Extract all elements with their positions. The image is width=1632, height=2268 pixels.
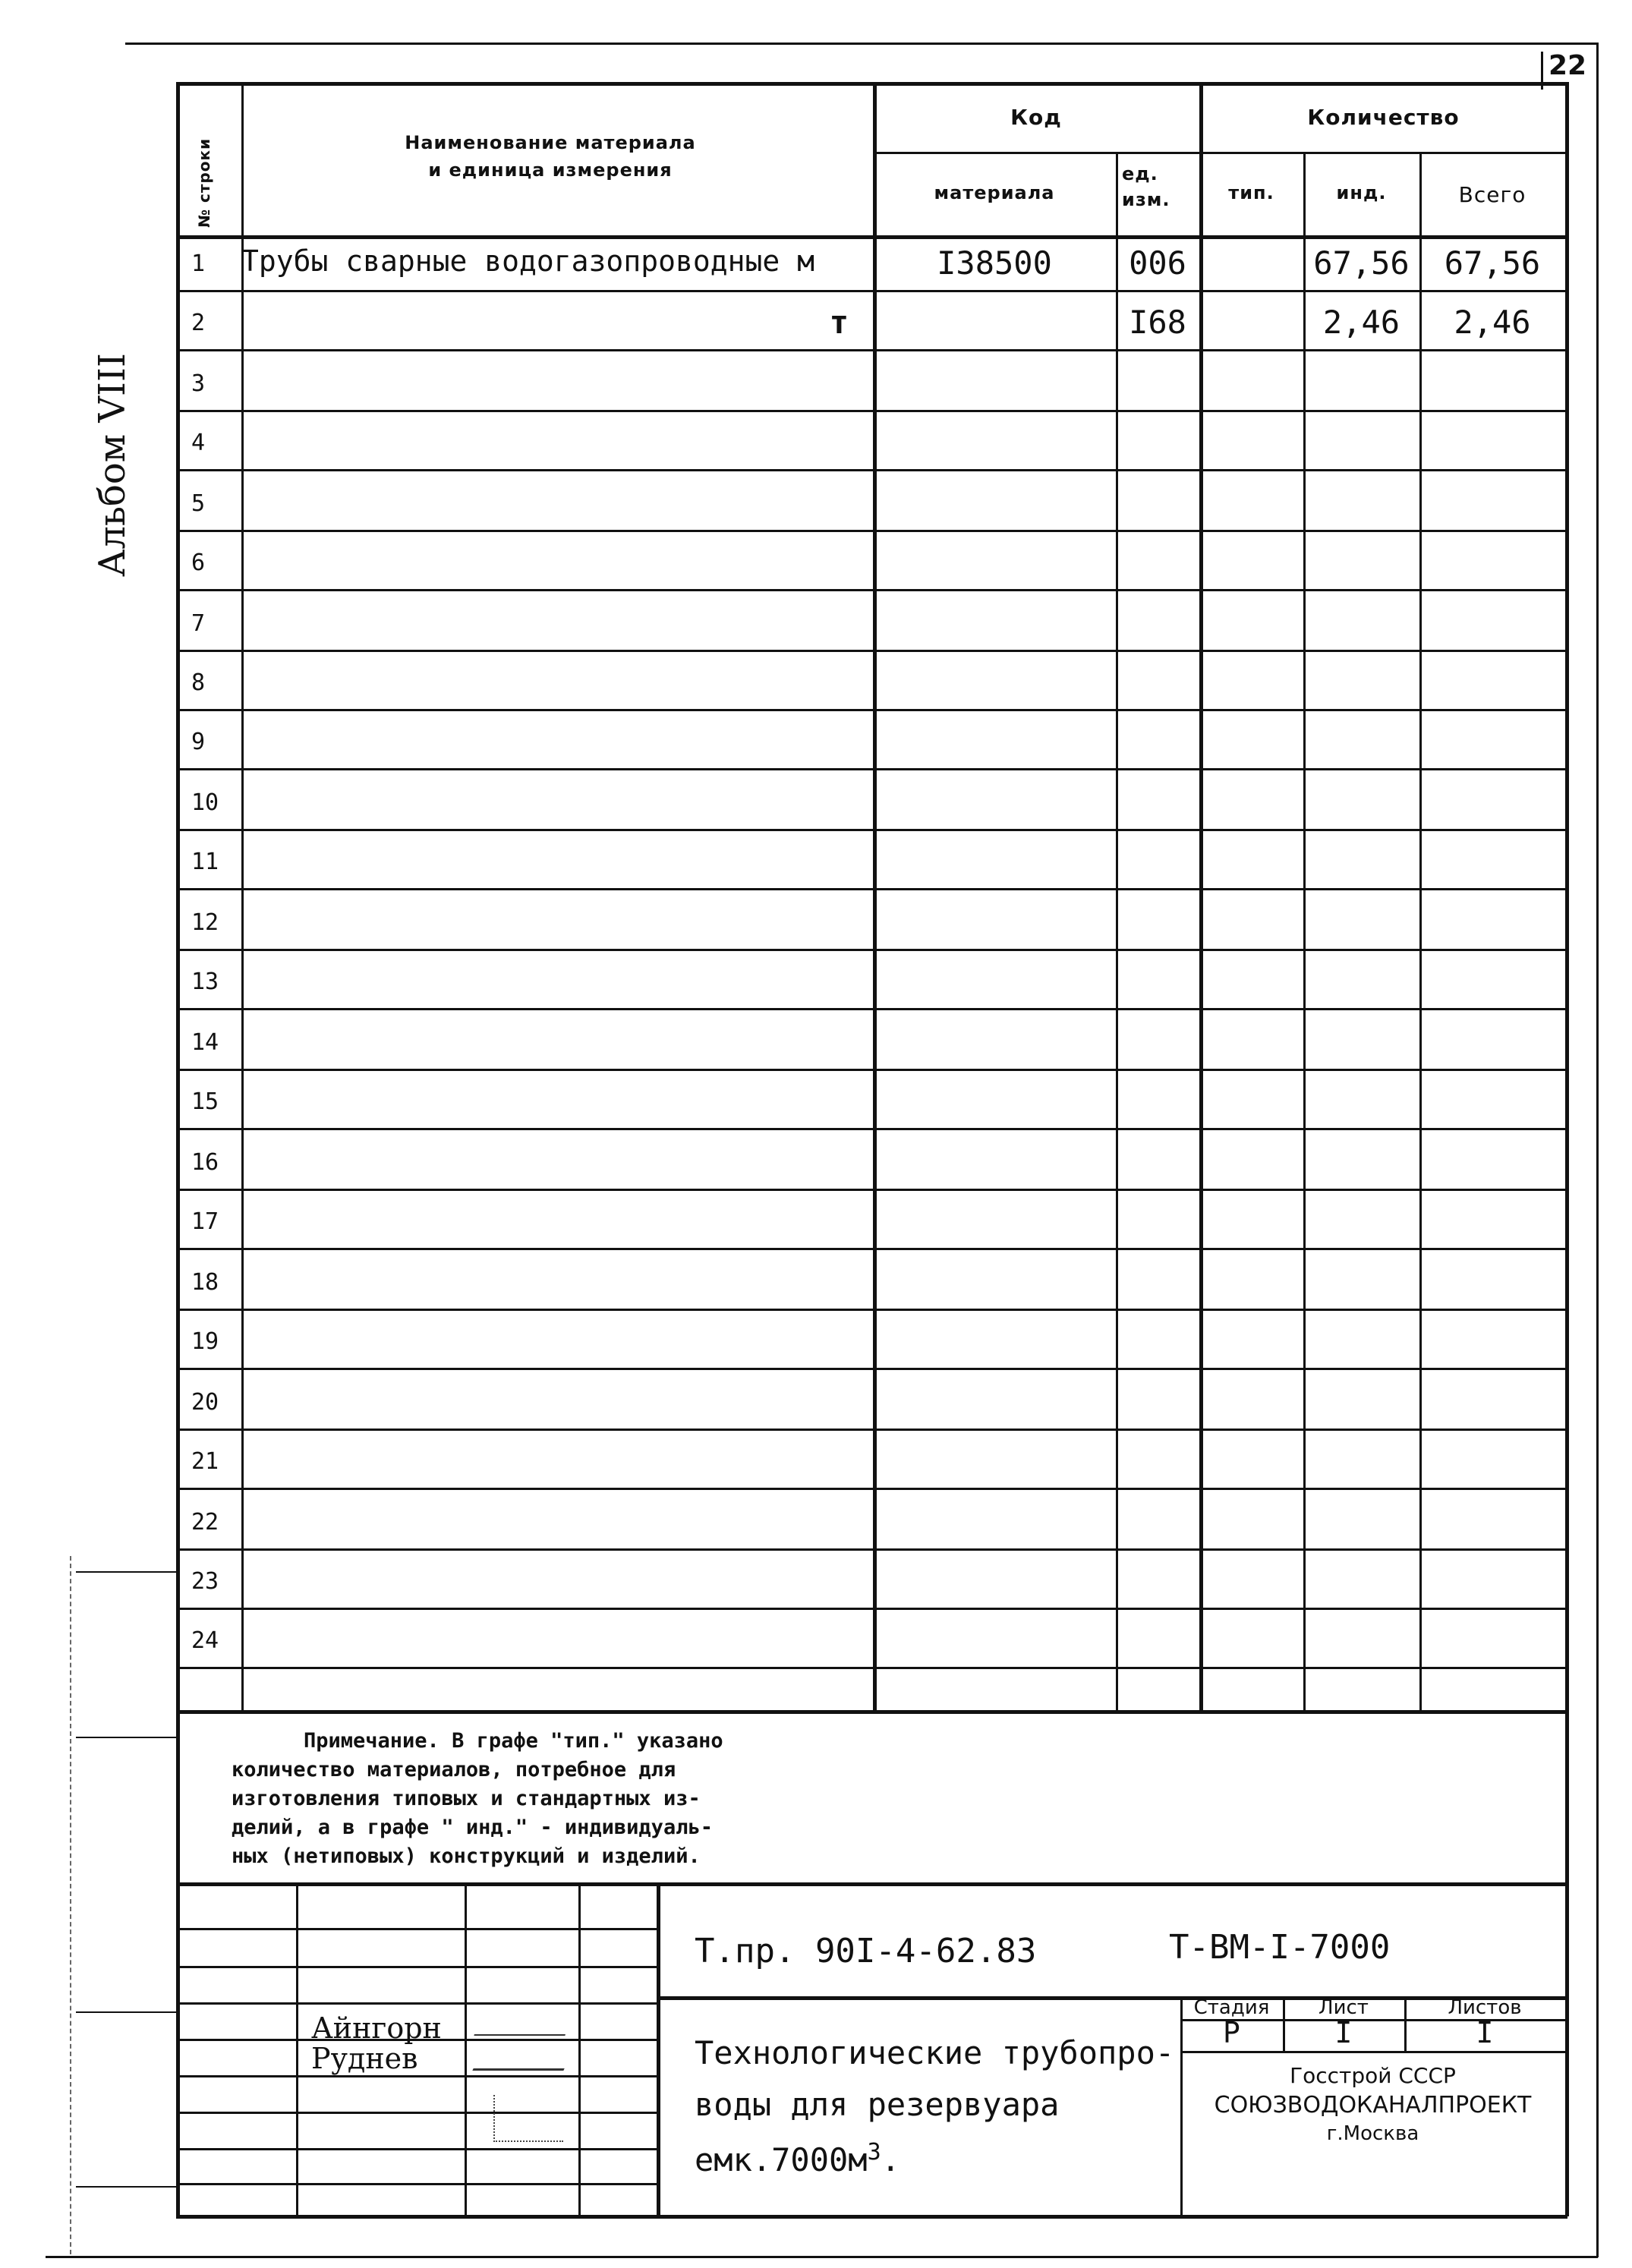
- stamp-stage-value-line: [1180, 2051, 1567, 2053]
- stamp-org-2: СОЮЗВОДОКАНАЛПРОЕКТ: [1214, 2092, 1532, 2118]
- row-number: 20: [191, 1389, 219, 1416]
- binding-margin-line: [70, 1556, 71, 2254]
- table-top-border: [176, 82, 1567, 86]
- stamp-stage-value: Р: [1223, 2016, 1240, 2049]
- row-number: 17: [191, 1208, 219, 1235]
- stamp-grid-row: [176, 2002, 657, 2005]
- header-code-unit: ед. изм.: [1122, 163, 1170, 210]
- row-1-qty-total: 67,56: [1444, 244, 1541, 282]
- row-number: 10: [191, 789, 219, 816]
- row-line: [176, 1069, 1567, 1071]
- row-2-qty-total: 2,46: [1454, 304, 1531, 341]
- row-line: [176, 768, 1567, 770]
- row-number: 22: [191, 1509, 219, 1536]
- col-divider-name: [873, 82, 877, 1710]
- row-number: 21: [191, 1448, 219, 1475]
- row-line: [176, 1008, 1567, 1010]
- row-line: [176, 1189, 1567, 1191]
- frame-top-line: [125, 43, 1598, 45]
- signature-3: [493, 2095, 563, 2142]
- stamp-title-line-2: воды для резервуара: [695, 2086, 1060, 2123]
- stamp-grid-row: [176, 2112, 657, 2114]
- stamp-sheet-value: I: [1334, 2016, 1353, 2049]
- row-line: [176, 1368, 1567, 1370]
- row-number: 23: [191, 1568, 219, 1595]
- stamp-right-border: [1565, 1882, 1569, 2216]
- stamp-sheet-label: Лист: [1319, 1996, 1369, 2019]
- row-line: [176, 530, 1567, 532]
- binding-mark: [76, 2011, 176, 2013]
- header-bottom-line: [176, 235, 1567, 239]
- row-number: 13: [191, 969, 219, 995]
- note-line: делий, а в графе " инд." - индивидуаль-: [232, 1816, 713, 1839]
- header-qty-total: Всего: [1458, 182, 1526, 207]
- row-line: [176, 1667, 1567, 1669]
- row-number: 24: [191, 1627, 219, 1654]
- stamp-title-text-3: емк.7000м: [695, 2141, 868, 2178]
- col-divider-ind: [1419, 152, 1422, 1710]
- row-line: [176, 349, 1567, 351]
- note-line: изготовления типовых и стандартных из-: [232, 1787, 701, 1810]
- header-mid-line: [873, 152, 1567, 154]
- stamp-document-code: Т-ВМ-I-7000: [1169, 1928, 1391, 1967]
- row-line: [176, 1548, 1567, 1551]
- row-line: [176, 589, 1567, 591]
- binding-mark: [76, 2186, 176, 2188]
- table-left-border: [176, 82, 180, 1896]
- row-number: 9: [191, 729, 206, 755]
- row-number: 5: [191, 490, 206, 517]
- stamp-grid-row: [176, 2183, 657, 2185]
- stamp-sheets-value: I: [1476, 2016, 1494, 2049]
- row-number: 3: [191, 370, 206, 397]
- note-line: Примечание. В графе "тип." указано: [304, 1729, 723, 1753]
- row-number: 11: [191, 849, 219, 875]
- row-line: [176, 829, 1567, 831]
- row-number: 2: [191, 310, 206, 336]
- row-2-material-name: т: [829, 304, 849, 341]
- row-line: [176, 1309, 1567, 1311]
- row-number: 1: [191, 250, 206, 277]
- row-line: [176, 949, 1567, 951]
- header-material-name: Наименование материала и единица измерения: [405, 132, 696, 181]
- row-1-qty-ind: 67,56: [1313, 244, 1410, 282]
- row-number: 12: [191, 909, 219, 936]
- stamp-project-number: Т.пр. 90I-4-62.83: [695, 1932, 1037, 1970]
- row-number: 6: [191, 550, 206, 576]
- stamp-grid-row: [176, 1928, 657, 1930]
- stamp-org-3: г.Москва: [1326, 2122, 1419, 2145]
- stamp-title-line-3: [695, 2139, 900, 2178]
- row-2-qty-ind: 2,46: [1322, 304, 1400, 341]
- stamp-bottom-line: [176, 2215, 1567, 2219]
- stamp-main-divider: [657, 1882, 660, 2216]
- row-number: 7: [191, 610, 206, 637]
- row-1-material-code: I38500: [937, 244, 1052, 282]
- row-number: 15: [191, 1088, 219, 1115]
- stamp-grid-col: [296, 1882, 298, 2216]
- header-row-number: № строки: [195, 137, 213, 228]
- col-divider-unit: [1199, 82, 1203, 1710]
- table-body-bottom-line: [176, 1710, 1567, 1714]
- row-line: [176, 709, 1567, 711]
- stamp-grid-row: [176, 1966, 657, 1968]
- row-line: [176, 888, 1567, 890]
- page-number: 22: [1549, 50, 1587, 81]
- signature-1: [474, 2004, 573, 2036]
- row-line: [176, 650, 1567, 652]
- stamp-title-line-1: Технологические трубопро-: [695, 2034, 1175, 2071]
- stamp-org-1: Госстрой СССР: [1290, 2063, 1456, 2088]
- note-line: ных (нетиповых) конструкций и изделий.: [232, 1844, 701, 1868]
- row-number: 14: [191, 1029, 219, 1056]
- stamp-title-superscript: 3: [867, 2139, 881, 2166]
- album-label: Альбом VIII: [91, 353, 134, 577]
- stamp-top-line: [176, 1882, 1567, 1886]
- row-line: [176, 410, 1567, 412]
- row-1-unit-code: 006: [1129, 244, 1186, 282]
- col-divider-typ: [1303, 152, 1306, 1710]
- stamp-person-1: Айнгорн: [311, 2011, 442, 2045]
- row-line: [176, 290, 1567, 292]
- header-qty-ind: инд.: [1336, 182, 1387, 203]
- header-code-group: Код: [1010, 105, 1062, 130]
- row-number: 16: [191, 1149, 219, 1176]
- stamp-title-period: .: [881, 2141, 900, 2178]
- row-line: [176, 1429, 1567, 1431]
- frame-bottom-line: [46, 2256, 1598, 2258]
- stamp-person-2: Руднев: [311, 2042, 418, 2075]
- header-quantity-group: Количество: [1307, 105, 1460, 130]
- col-divider-code: [1116, 152, 1118, 1710]
- row-number: 19: [191, 1328, 219, 1355]
- header-qty-typ: тип.: [1228, 182, 1274, 203]
- stamp-grid-row: [176, 2075, 657, 2077]
- stamp-grid-row: [176, 2148, 657, 2150]
- row-line: [176, 469, 1567, 471]
- stamp-grid-col: [578, 1882, 581, 2216]
- frame-right-line: [1596, 43, 1599, 2257]
- table-right-border: [1565, 82, 1569, 1896]
- stamp-left-border: [176, 1882, 180, 2216]
- stamp-grid-col: [465, 1882, 467, 2216]
- stamp-sheets-label: Листов: [1448, 1996, 1522, 2019]
- row-number: 8: [191, 669, 206, 696]
- binding-mark: [76, 1571, 176, 1573]
- row-line: [176, 1128, 1567, 1130]
- signature-2: [472, 2046, 575, 2071]
- stamp-stage-label: Стадия: [1193, 1996, 1270, 2019]
- row-1-material-name: Трубы сварные водогазопроводные м: [241, 244, 814, 278]
- binding-mark: [76, 1737, 176, 1738]
- header-code-material: материала: [934, 182, 1055, 203]
- row-line: [176, 1488, 1567, 1490]
- row-number: 4: [191, 430, 206, 456]
- row-line: [176, 1248, 1567, 1250]
- row-number: 18: [191, 1269, 219, 1296]
- row-2-unit-code: I68: [1129, 304, 1186, 341]
- note-line: количество материалов, потребное для: [232, 1758, 676, 1781]
- row-line: [176, 1608, 1567, 1610]
